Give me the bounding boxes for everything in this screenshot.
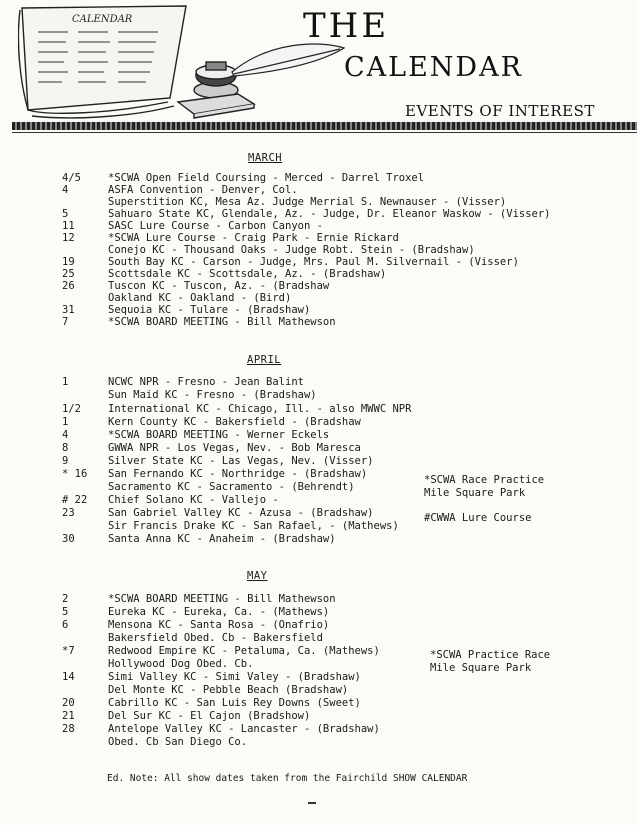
side-note-lure-course: #CWWA Lure Course <box>424 512 532 524</box>
newsletter-page: CALENDAR THE CALENDAR EVENTS OF INTEREST MARCH 4/5 *SCWA Open Field Coursing - Merced - Darrel Troxel 4 ASFA Convention - Denver, Col. Superstition KC, Mesa Az. Judge Merrial S. Newnauser - (Visser) 5 Sahuaro State KC, Glendale, Az. - Judge, Dr. Eleanor Waskow - (Visser) 11 SASC Lure Course - Carbon Canyon - 12 *SCWA Lure Course - Craig Park - Ernie Rickard Conejo KC - Thousand Oaks - Judge Robt. Stein - (Bradshaw) 19 South Bay KC - Carson - Judge, Mrs. Paul M. Silvernail - (Visser) 25 Scottsdale KC - Scottsdale, Az. - (Bradshaw) 26 Tuscon KC - Tuscon, Az. - (Bradshaw Oakland KC - Oakland - (Bird) 31 Sequoia KC - Tulare - (Bradshaw) 7 *SCWA BOARD MEETING - Bill Mathewson APRIL 1 NCWC NPR - Fresno - Jean Balint Sun Maid KC - Fresno - (Bradshaw) 1/2 International KC - Chicago, Ill. - also MWWC NPR 1 Kern County KC - Bakersfield - (Bradshaw 4 *SCWA BOARD MEETING - Werner Eckels 8 GWWA NPR - Los Vegas, Nev. - Bob Maresca 9 Silver State KC - Las Vegas, Nev. (Visser) * 16 San Fernando KC - Northridge - (Bradshaw) Sacramento KC - Sacramento - (Behrendt) # 22 Chief Solano KC - Vallejo - 23 San Gabriel Valley KC - Azusa - (Bradshaw) Sir Francis Drake KC - San Rafael, - (Mathews) 30 Santa Anna KC - Anaheim - (Bradshaw) *SCWA Race Practice Mile Square Park #CWWA Lure Course MAY 2 *SCWA BOARD MEETING - Bill Mathewson 5 Eureka KC - Eureka, Ca. - (Mathews) 6 Mensona KC - Santa Rosa - (Onafrio) Bakersfield Obed. Cb - Bakersfield *7 Redwood Empire KC - Petaluma, Ca. (Mathews) Hollywood Dog Obed. Cb. 14 Simi Valley KC - Simi Valey - (Bradshaw) Del Monte KC - Pebble Beach (Bradshaw) 20 Cabrillo KC - San Luis Rey Downs (Sweet) 21 Del Sur KC - El Cajon (Bradshow) 28 Antelope Valley KC - Lancaster - (Bradshaw) Obed. Cb San Diego Co. *SCWA Practice Race Mile Square Park Ed. Note: All show dates taken from the Fairchild SHOW CALENDAR <box>0 0 637 825</box>
section-heading-march: MARCH <box>248 152 283 164</box>
inkwell-drawing <box>194 62 238 98</box>
masthead-the: THE <box>303 6 390 46</box>
page-mark <box>308 802 316 804</box>
editor-note: Ed. Note: All show dates taken from the Fairchild SHOW CALENDAR <box>107 773 468 784</box>
book-drawing <box>178 94 254 118</box>
quill-pen-drawing <box>232 44 344 76</box>
section-heading-april: APRIL <box>247 354 282 366</box>
header-rule <box>12 122 637 130</box>
calendar-art-label: CALENDAR <box>72 14 133 25</box>
masthead-calendar: CALENDAR <box>344 52 523 83</box>
masthead-subtitle: EVENTS OF INTEREST <box>405 102 595 120</box>
calendar-inkwell-illustration <box>18 2 348 120</box>
section-heading-may: MAY <box>247 570 268 582</box>
side-note-practice-race: *SCWA Practice Race Mile Square Park <box>430 649 551 674</box>
side-note-race-practice: *SCWA Race Practice Mile Square Park <box>424 474 545 499</box>
